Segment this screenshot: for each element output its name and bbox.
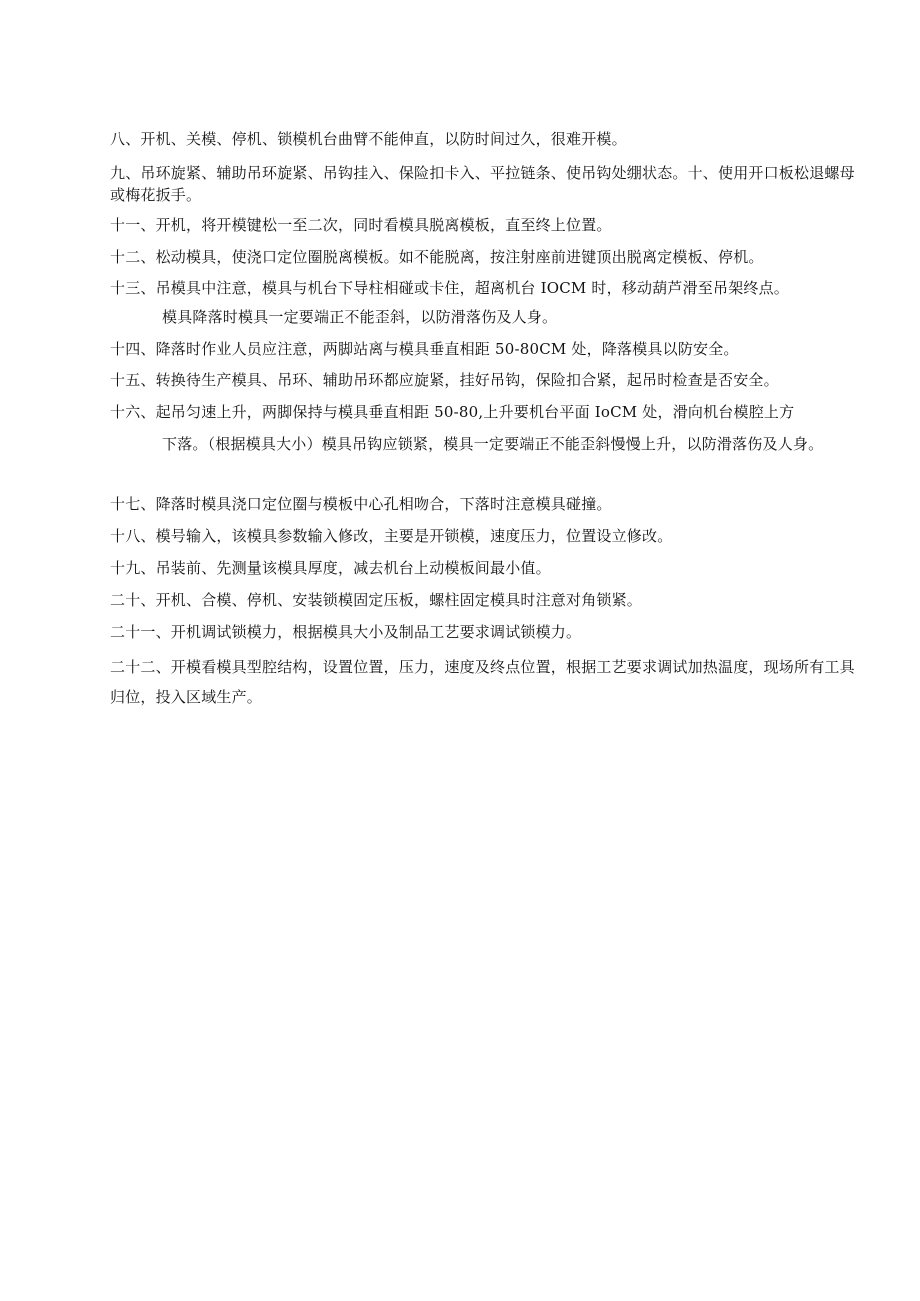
paragraph-11: 十一、开机，将开模键松一至二次，同时看模具脱离模板，直至终上位置。 xyxy=(110,216,612,234)
paragraph-22: 二十二、开模看模具型腔结构，设置位置，压力，速度及终点位置，根据工艺要求调试加热温度，现场所有工具归位，投入区域生产。 xyxy=(110,658,855,706)
paragraph-12: 十二、松动模具，使浇口定位圈脱离模板。如不能脱离，按注射座前进键顶出脱离定模板、停机。 xyxy=(110,248,764,266)
paragraph-17: 十七、降落时模具浇口定位圈与模板中心孔相吻合，下落时注意模具碰撞。 xyxy=(110,495,612,513)
paragraph-14: 十四、降落时作业人员应注意，两脚站离与模具垂直相距 50-80CM 处，降落模具以防安全。 xyxy=(110,340,739,358)
paragraph-9-10: 九、吊环旋紧、辅助吊环旋紧、吊钩挂入、保险扣卡入、平拉链条、使吊钩处绷状态。十、使用开口板松退螺母或梅花扳手。 xyxy=(110,164,855,204)
paragraph-8: 八、开机、关模、停机、锁模机台曲臂不能伸直，以防时间过久，很难开模。 xyxy=(110,130,627,148)
paragraph-15: 十五、转换待生产模具、吊环、辅助吊环都应旋紧，挂好吊钩，保险扣合紧，起吊时检查是否安全。 xyxy=(110,371,779,389)
paragraph-13: 十三、吊模具中注意，模具与机台下导柱相碰或卡住，超离机台 IOCM 时，移动葫芦滑至吊架终点。 xyxy=(110,279,789,297)
paragraph-21: 二十一、开机调试锁模力，根据模具大小及制品工艺要求调试锁模力。 xyxy=(110,623,582,641)
paragraph-16-continued: 下落。（根据模具大小）模具吊钩应锁紧，模具一定要端正不能歪斜慢慢上升，以防滑落伤及人身。 xyxy=(162,435,824,453)
paragraph-19: 十九、吊装前、先测量该模具厚度，减去机台上动模板间最小值。 xyxy=(110,559,551,577)
paragraph-18: 十八、模号输入，该模具参数输入修改，主要是开锁模，速度压力，位置设立修改。 xyxy=(110,527,673,545)
paragraph-20: 二十、开机、合模、停机、安装锁模固定压板，螺柱固定模具时注意对角锁紧。 xyxy=(110,591,643,609)
paragraph-16: 十六、起吊匀速上升，两脚保持与模具垂直相距 50-80,上升要机台平面 IoCM 处，滑向机台模腔上方 xyxy=(110,403,795,421)
paragraph-13-continued: 模具降落时模具一定要端正不能歪斜，以防滑落伤及人身。 xyxy=(162,308,558,326)
